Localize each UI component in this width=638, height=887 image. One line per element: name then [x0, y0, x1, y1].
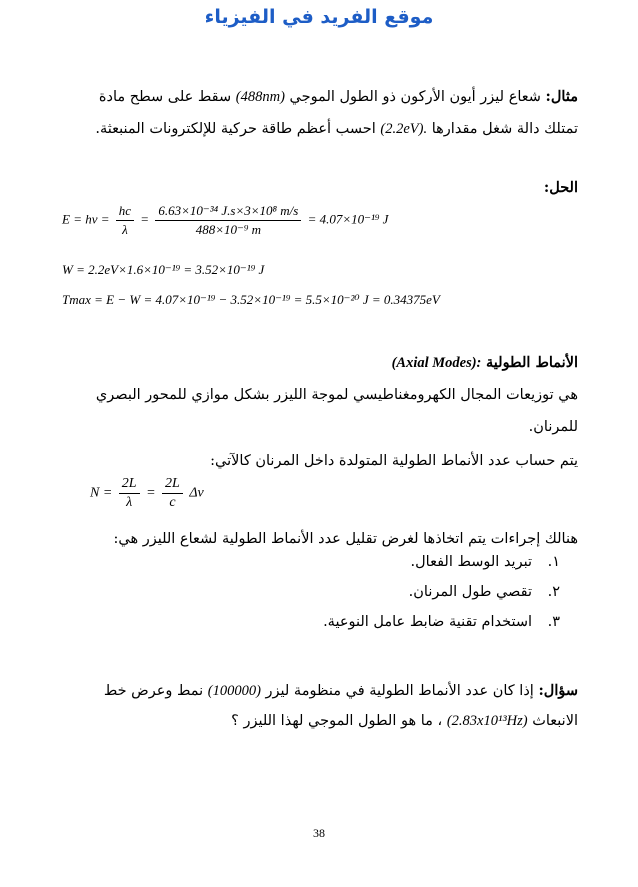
question-text-1b: نمط وعرض خط [103, 683, 204, 699]
solution-label: الحل: [543, 179, 578, 196]
axial-modes-desc-2: للمرنان. [528, 419, 578, 435]
example-line-1 [58, 82, 578, 112]
axial-modes-count-text: يتم حساب عدد الأنماط الطولية المتولدة داخل المرنان كالآتي: [210, 453, 578, 469]
formula-lhs: N = [90, 485, 113, 501]
reduce-modes-text: هنالك إجراءات يتم اتخاذها لغرض تقليل عدد الأنماط الطولية لشعاع الليزر هي: [113, 531, 578, 547]
formula-frac1-num: 2L [119, 476, 140, 494]
formula-frac1-den: λ [126, 495, 133, 510]
example-line-2 [58, 114, 578, 144]
eq1-fraction-hc-lambda [116, 203, 134, 238]
list-item-number: ١. [547, 554, 560, 570]
modes-count-value: (100000) [207, 683, 261, 699]
formula-frac1 [119, 476, 140, 511]
list-item [408, 584, 560, 600]
example-text-2-tail: احسب أعظم طاقة حركية للإلكترونات المنبعثة. [95, 121, 376, 137]
question-label: سؤال: [538, 682, 578, 699]
question-text-2a: الانبعاث [532, 713, 578, 729]
axial-modes-desc-1: هي توزيعات المجال الكهرومغناطيسي لموجة الليزر بشكل موازي للمحور البصري [95, 387, 578, 403]
site-title: موقع الفريد في الفيزياء [204, 6, 434, 28]
wavelength-value: (488nm) [235, 89, 285, 105]
axial-modes-heading [58, 348, 578, 378]
equation-work-function: W = 2.2eV×1.6×10⁻¹⁹ = 3.52×10⁻¹⁹ J [62, 262, 265, 277]
example-text-1-tail: سقط على سطح مادة [98, 89, 232, 105]
eq1-lhs: E = hν = [62, 211, 110, 227]
question-text-2b: ، ما هو الطول الموجي لهذا الليزر ؟ [231, 713, 443, 729]
question-line-1 [58, 676, 578, 706]
list-item [323, 614, 560, 630]
eq1-frac1-num: hc [116, 203, 134, 221]
linewidth-value: (2.83x10¹³Hz) [446, 713, 528, 729]
eq1-fraction-values [155, 203, 301, 238]
eq1-frac1-den: λ [122, 222, 128, 237]
equation-energy: E = hν = $\frac{hc}{\lambda}$ = $\frac{\text{6.63×10⁻³⁴ J.s×3×10⁸ m/s}}{\text{488×10⁻⁹ m}}$ = 4.07×10⁻¹⁹ J [62, 203, 389, 237]
formula-tail: Δν [189, 485, 204, 501]
page-number: 38 [313, 826, 325, 840]
formula-frac2-den: c [169, 495, 176, 510]
eq1-result: = 4.07×10⁻¹⁹ J [307, 211, 389, 227]
list-item-number: ٣. [547, 614, 560, 630]
list-item [410, 554, 560, 570]
question-text-1a: إذا كان عدد الأنماط الطولية في منظومة ليزر [265, 683, 534, 699]
example-text-2: تمتلك دالة شغل مقدارها [431, 121, 578, 137]
example-label: مثال: [545, 88, 578, 105]
eq1-frac2-num: 6.63×10⁻³⁴ J.s×3×10⁸ m/s [155, 203, 301, 221]
modes-formula [90, 476, 204, 511]
work-function-value: (2.2eV). [380, 121, 428, 137]
list-item-number: ٢. [547, 584, 560, 600]
formula-equals: = [146, 485, 156, 501]
equation-kinetic-energy: Tmax = E − W = 4.07×10⁻¹⁹ − 3.52×10⁻¹⁹ = 5.5×10⁻²⁰ J = 0.34375eV [62, 292, 440, 307]
formula-frac2-num: 2L [162, 476, 183, 494]
axial-modes-title: الأنماط الطولية [486, 354, 578, 371]
example-text-1: شعاع ليزر أيون الأركون ذو الطول الموجي [289, 89, 541, 105]
formula-frac2 [162, 476, 183, 511]
axial-modes-title-en: (Axial Modes): [391, 355, 482, 371]
list-item-text: تبريد الوسط الفعال. [410, 554, 532, 570]
question-line-2 [58, 706, 578, 736]
list-item-text: استخدام تقنية ضابط عامل النوعية. [323, 614, 532, 630]
list-item-text: تقصي طول المرنان. [408, 584, 532, 600]
eq1-frac2-den: 488×10⁻⁹ m [195, 222, 261, 237]
